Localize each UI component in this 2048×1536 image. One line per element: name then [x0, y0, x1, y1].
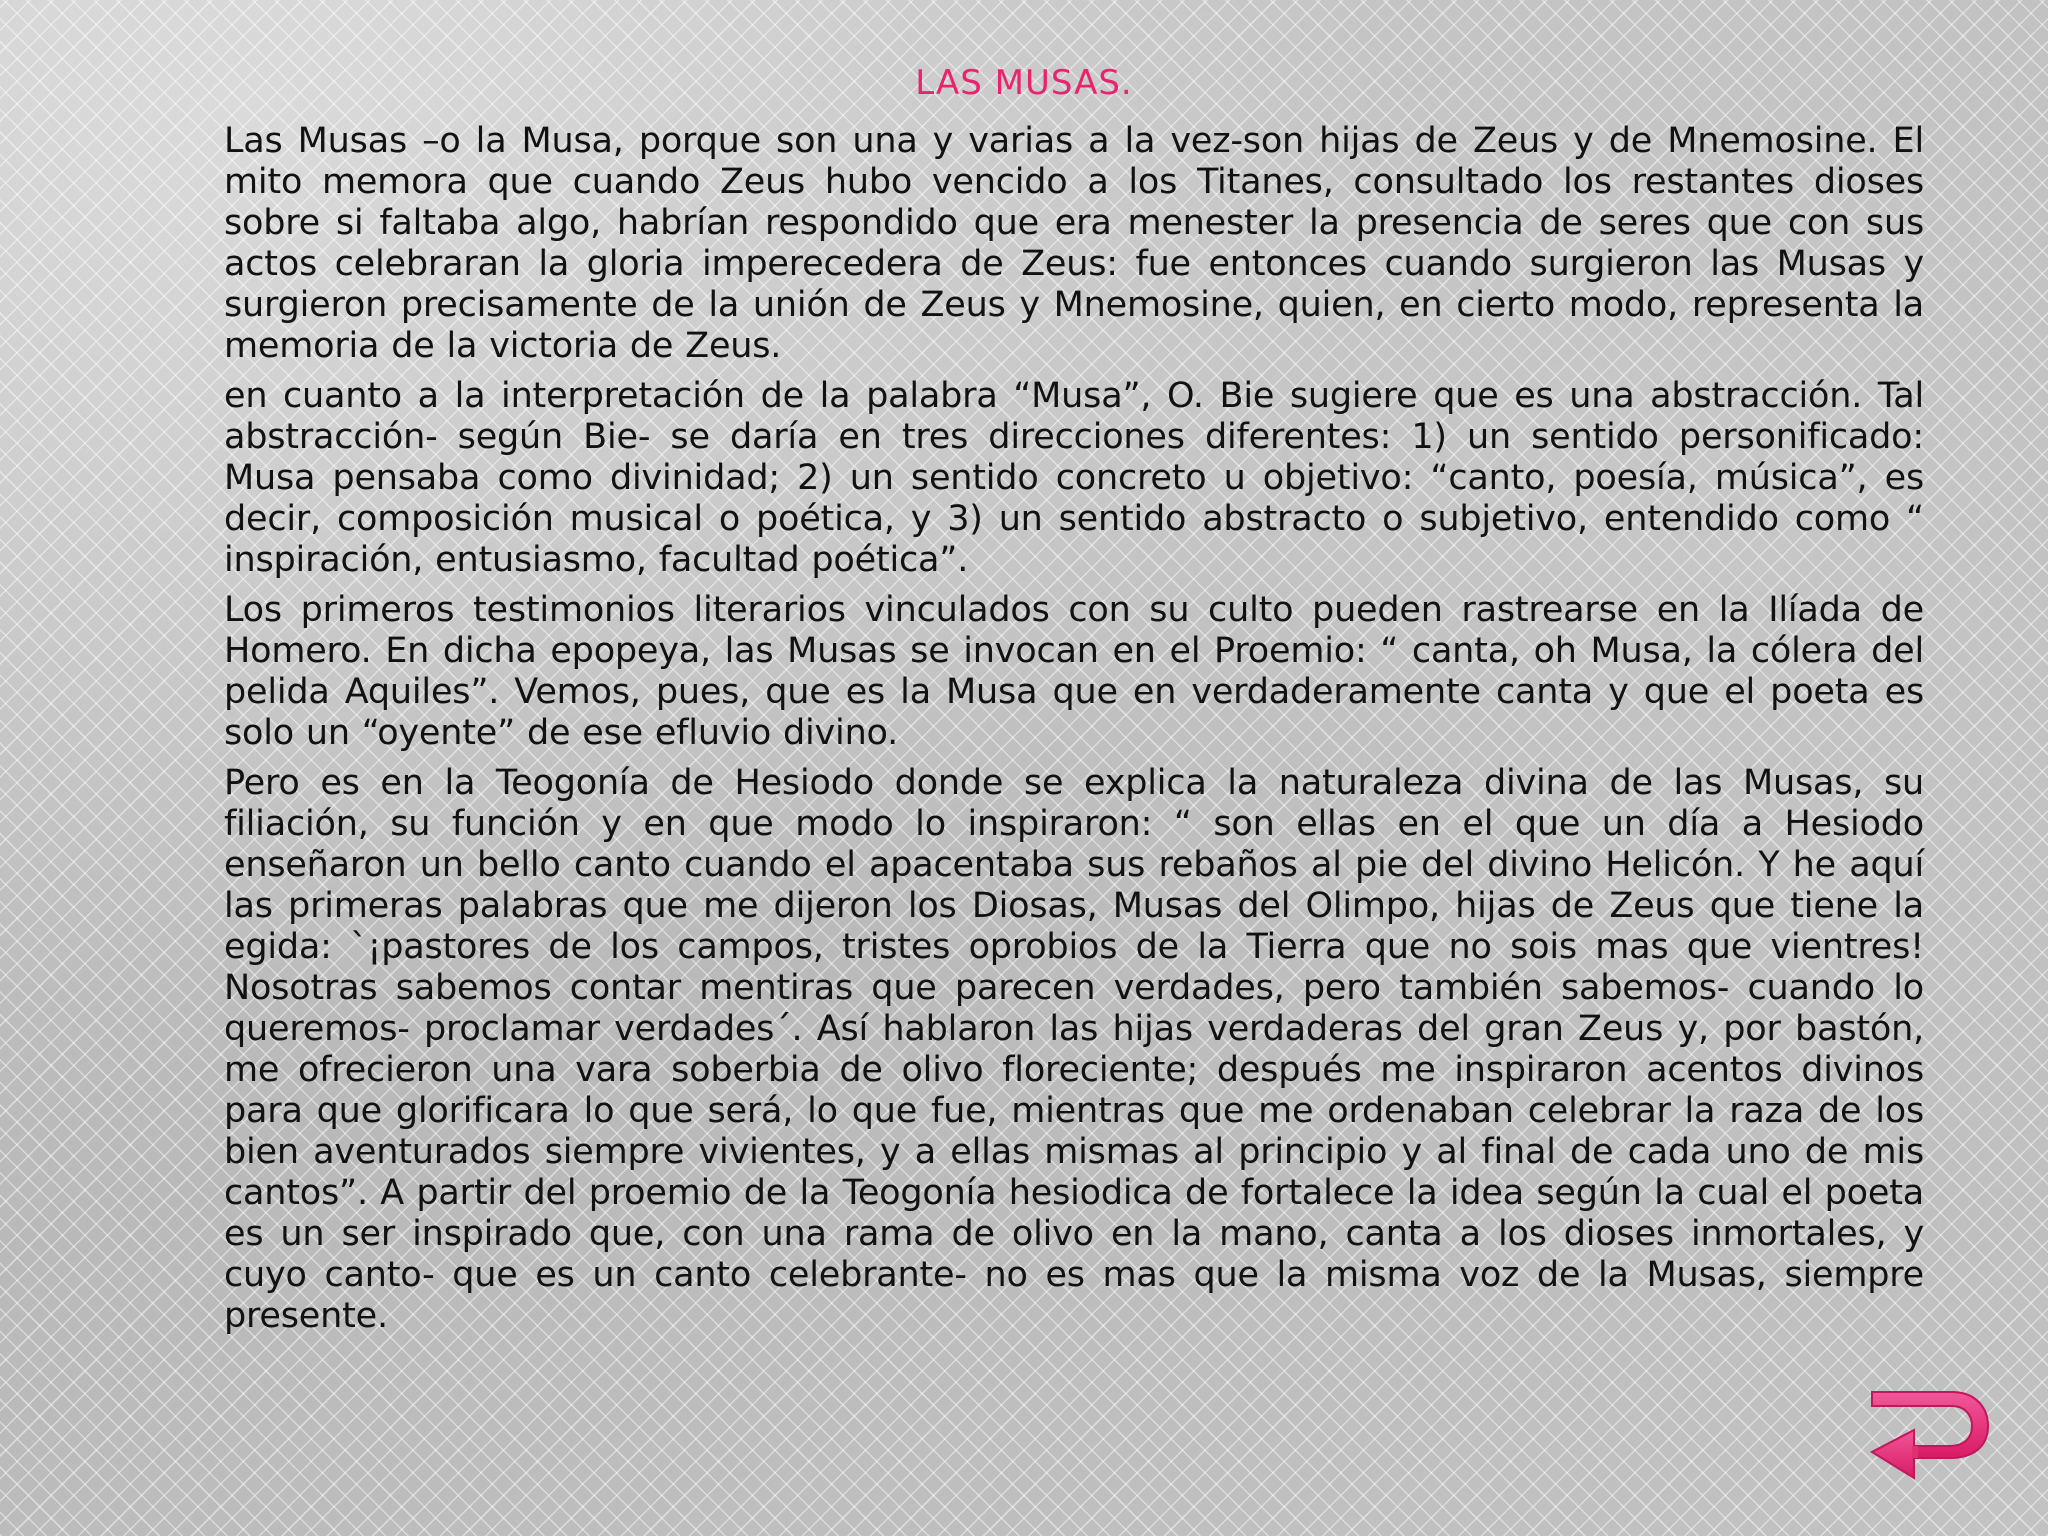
body-text — [224, 121, 1924, 1346]
return-arrow-icon-graphic — [1864, 1386, 1994, 1488]
paragraph-1: Las Musas –o la Musa, porque son una y varias a la vez-son hijas de Zeus y de Mnemosine. El mito memora que cuando Zeus hubo vencido a los Titanes, consultado los restantes dioses sobre si faltaba algo, habrían respondido que era menester la presencia de seres que con sus actos celebraran la gloria imperecedera de Zeus: fue entonces cuando surgieron las Musas y surgieron precisamente de la unión de Zeus y Mnemosine, quien, en cierto modo, representa la memoria de la victoria de Zeus. — [224, 121, 1924, 366]
page-title: LAS MUSAS. — [915, 63, 1133, 103]
paragraph-3: Los primeros testimonios literarios vinculados con su culto pueden rastrearse en la Ilíada de Homero. En dicha epopeya, las Musas se invocan en el Proemio: “ canta, oh Musa, la cólera del pelida Aquiles”. Vemos, pues, que es la Musa que en verdaderamente canta y que el poeta es solo un “oyente” de ese efluvio divino. — [224, 590, 1924, 753]
paragraph-2: en cuanto a la interpretación de la palabra “Musa”, O. Bie sugiere que es una abstracción. Tal abstracción- según Bie- se daría en tres direcciones diferentes: 1) un sentido personificado: Musa pensaba como divinidad; 2) un sentido concreto u objetivo: “canto, poesía, música”, es decir, composición musical o poética, y 3) un sentido abstracto o subjetivo, entendido como “ inspiración, entusiasmo, facultad poética”. — [224, 376, 1924, 580]
return-arrow-icon[interactable] — [1864, 1386, 1994, 1488]
paragraph-4: Pero es en la Teogonía de Hesiodo donde se explica la naturaleza divina de las Musas, su filiación, su función y en que modo lo inspiraron: “ son ellas en el que un día a Hesiodo enseñaron un bello canto cuando el apacentaba sus rebaños al pie del divino Helicón. Y he aquí las primeras palabras que me dijeron los Diosas, Musas del Olimpo, hijas de Zeus que tiene la egida: `¡pastores de los campos, tristes oprobios de la Tierra que no sois mas que vientres! Nosotras sabemos contar mentiras que parecen verdades, pero también sabemos- cuando lo queremos- proclamar verdades´. Así hablaron las hijas verdaderas del gran Zeus y, por bastón, me ofrecieron una vara soberbia de olivo floreciente; después me inspiraron acentos divinos para que glorificara lo que será, lo que fue, mientras que me ordenaban celebrar la raza de los bien aventurados siempre vivientes, y a ellas mismas al principio y al final de cada uno de mis cantos”. A partir del proemio de la Teogonía hesiodica de fortalece la idea según la cual el poeta es un ser inspirado que, con una rama de olivo en la mano, canta a los dioses inmortales, y cuyo canto- que es un canto celebrante- no es mas que la misma voz de la Musas, siempre presente. — [224, 763, 1924, 1336]
